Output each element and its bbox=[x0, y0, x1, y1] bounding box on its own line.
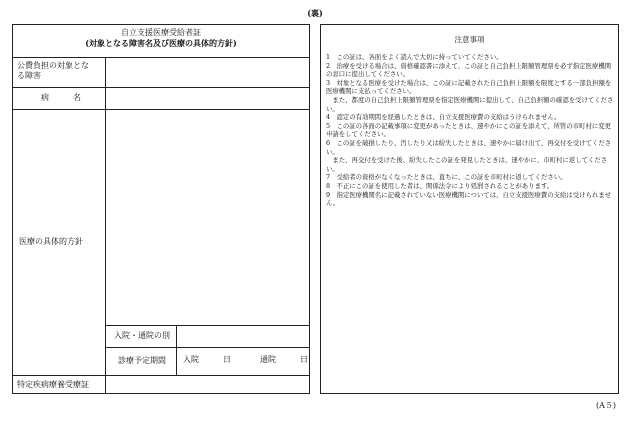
paper-size-label: (A５) bbox=[595, 401, 616, 410]
note-item: 6 この証を破損したり、汚したり又は紛失したときは、速やかに届け出て、再交付を受けてください。 bbox=[326, 138, 612, 156]
divider bbox=[105, 347, 309, 348]
certificate-label: 特定疾病療養受療証 bbox=[17, 380, 89, 389]
column-divider bbox=[105, 57, 106, 394]
form-title bbox=[13, 28, 309, 48]
planned-period-label: 診療予定期間 bbox=[118, 356, 166, 365]
divider bbox=[13, 57, 309, 58]
policy-label: 医療の具体的方針 bbox=[19, 237, 83, 246]
notes-panel bbox=[320, 24, 619, 394]
note-item: 3 対象となる医療を受けた場合は、この証に記載された自己負担上限額を限度とする一部負担額を医療機関に支払ってください。 bbox=[326, 78, 612, 96]
divider bbox=[105, 325, 309, 326]
note-item: 7 受給者の資格がなくなったときは、直ちに、この証を市町村に返してください。 bbox=[326, 173, 567, 182]
note-item: また、都度の自己負担上限額管理票を指定医療機関に提出して、自己負担額の確認を受けてください。 bbox=[326, 95, 614, 113]
note-item: 8 不正にこの証を使用した者は、関係法令により処罰されることがあります。 bbox=[326, 181, 554, 190]
notes-title: 注意事項 bbox=[454, 35, 485, 44]
note-item: 2 治療を受ける場合は、資格確認書に添えて、この証と自己負担上限額管理票を必ず指定医療機関の窓口に提出してください。 bbox=[326, 61, 612, 79]
note-item: 4 認定の有効期間を経過したときは、自立支援医療費の支給はうけられません。 bbox=[326, 113, 561, 122]
column-divider bbox=[176, 325, 177, 375]
divider bbox=[13, 109, 309, 110]
divider bbox=[13, 87, 309, 88]
divider bbox=[13, 375, 309, 376]
form-title-main: 自立支援医療受給者証 bbox=[121, 28, 201, 37]
outpatient-days-text: 通院 日 bbox=[260, 355, 308, 364]
disease-label: 病 名 bbox=[41, 93, 81, 102]
note-item: また、再交付を受けた後、紛失したこの証を発見したときは、速やかに、市町村に返してください。 bbox=[326, 156, 608, 173]
certificate-form bbox=[12, 24, 310, 394]
note-item: 9 指定医療機関名に記載されていない医療機関については、自立支援医療費の支給は受けられません。 bbox=[326, 190, 612, 208]
note-item: 5 この証の各面の記載事項に変更があったときは、速やかにこの証を添えて、所管の市町村に変更申請をしてください。 bbox=[326, 121, 612, 139]
notes-list bbox=[326, 53, 614, 208]
back-side-label: (裏) bbox=[307, 8, 323, 18]
note-item: 1 この証は、各面をよく読んで大切に持っていてください。 bbox=[326, 53, 503, 61]
inpatient-days-text: 入院 日 bbox=[183, 355, 231, 364]
form-title-sub: (対象となる障害名及び医療の具体的方針) bbox=[85, 38, 237, 48]
inpatient-outpatient-label: 入院・通院の別 bbox=[114, 331, 170, 340]
disability-label: 公費負担の対象とな る障害 bbox=[17, 61, 89, 80]
